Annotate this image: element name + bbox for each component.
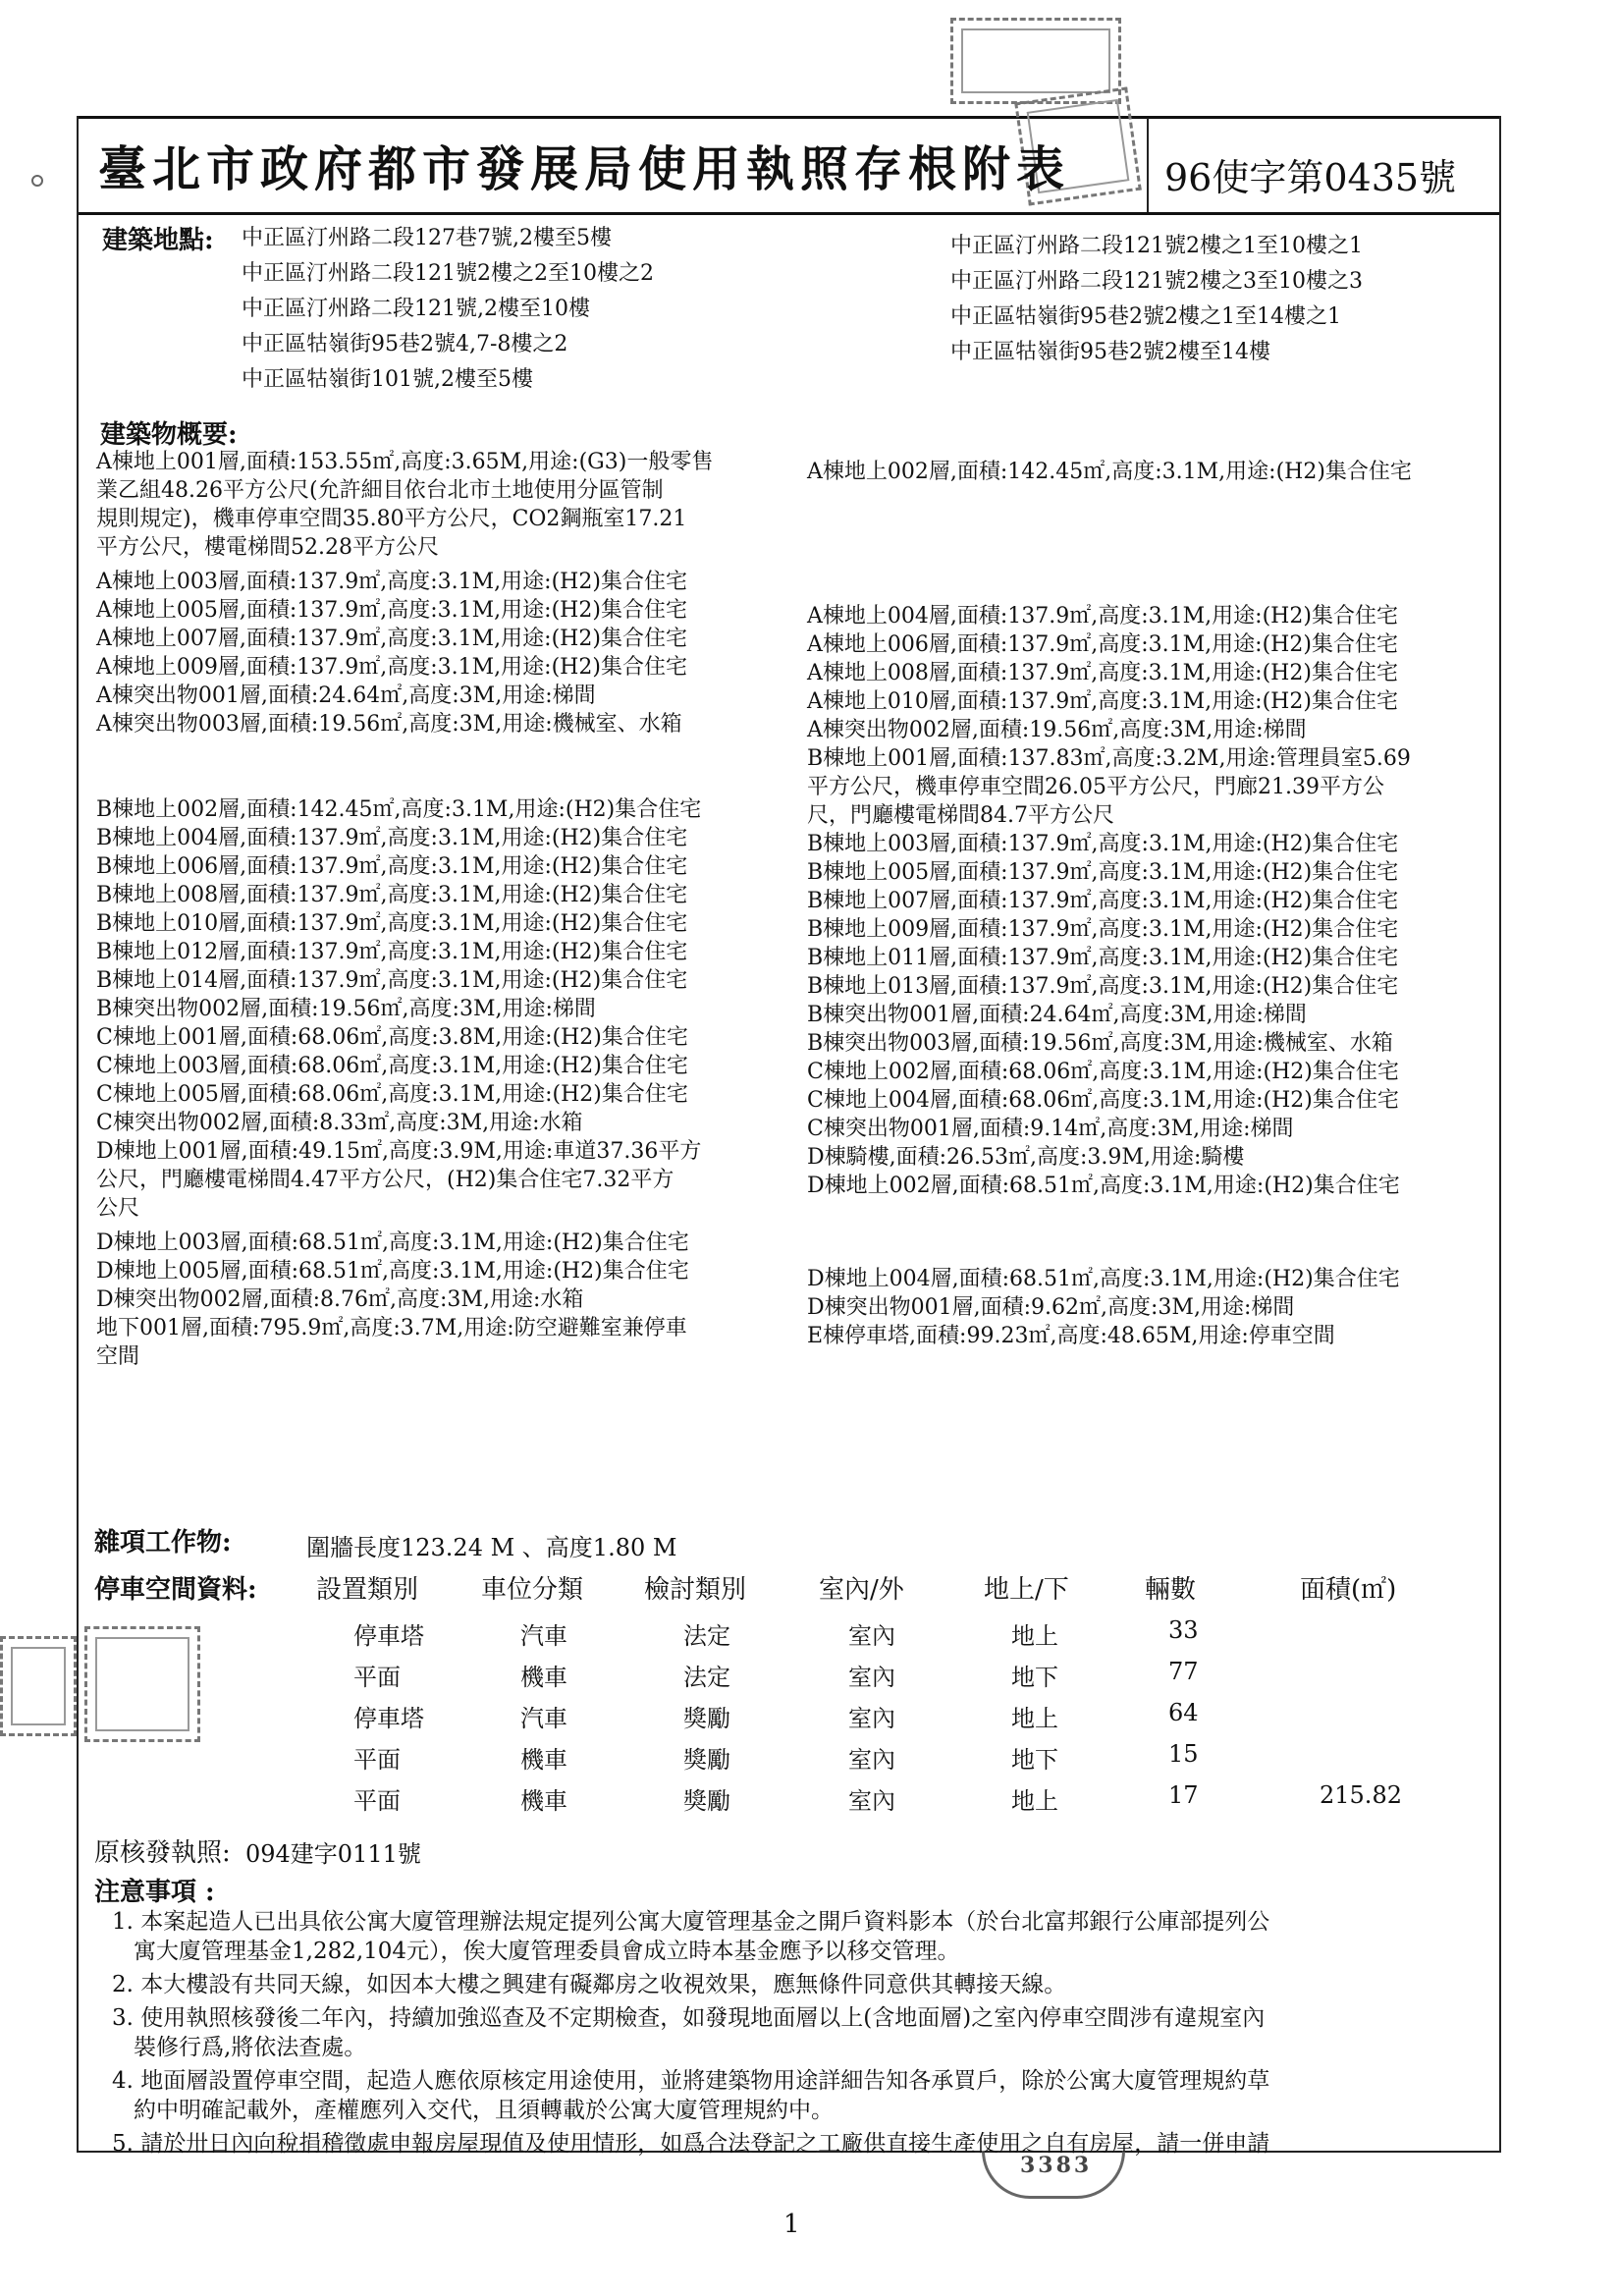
overview-line: C棟突出物001層,面積:9.14㎡,高度:3M,用途:梯間 [807, 1117, 1294, 1141]
overview-line: A棟地上008層,面積:137.9㎡,高度:3.1M,用途:(H2)集合住宅 [807, 661, 1398, 685]
overview-line: B棟地上002層,面積:142.45㎡,高度:3.1M,用途:(H2)集合住宅 [96, 797, 702, 822]
overview-line: C棟突出物002層,面積:8.33㎡,高度:3M,用途:水箱 [96, 1111, 583, 1135]
parking-cell: 17 [1168, 1781, 1199, 1809]
note-line: 裝修行爲,將依法查處。 [134, 2035, 367, 2060]
overview-line: 地下001層,面積:795.9㎡,高度:3.7M,用途:防空避難室兼停車 [96, 1316, 687, 1340]
note-line: 5. 請於卅日內向稅捐稽徵處申報房屋現值及使用情形，如爲合法登記之工廠供直接生產使用之自有房屋，請一併申請 [112, 2131, 1270, 2157]
address-right-list [950, 232, 1363, 373]
overview-right-column [807, 458, 1494, 1350]
parking-header-cell: 面積(㎡) [1300, 1575, 1397, 1605]
parking-cell: 室內 [848, 1746, 895, 1774]
page-number: 1 [783, 2210, 800, 2239]
overview-line: C棟地上005層,面積:68.06㎡,高度:3.1M,用途:(H2)集合住宅 [96, 1082, 688, 1107]
overview-line: A棟地上002層,面積:142.45㎡,高度:3.1M,用途:(H2)集合住宅 [807, 460, 1412, 484]
note-line: 4. 地面層設置停車空間，起造人應依原核定用途使用，並將建築物用途詳細告知各承買戶，除於公寓大廈管理規約草 [112, 2068, 1270, 2094]
address-line: 中正區汀州路二段121號2樓之1至10樓之1 [950, 234, 1363, 258]
overview-line: A棟地上004層,面積:137.9㎡,高度:3.1M,用途:(H2)集合住宅 [807, 604, 1398, 629]
overview-line: B棟地上008層,面積:137.9㎡,高度:3.1M,用途:(H2)集合住宅 [96, 883, 688, 907]
overview-line: B棟地上012層,面積:137.9㎡,高度:3.1M,用途:(H2)集合住宅 [96, 940, 688, 964]
misc-work-value: 圍牆長度123.24 M 、高度1.80 M [306, 1534, 677, 1561]
header-divider [1147, 118, 1149, 212]
overview-line: D棟地上004層,面積:68.51㎡,高度:3.1M,用途:(H2)集合住宅 [807, 1267, 1400, 1291]
address-line: 中正區牯嶺街95巷2號2樓之1至14樓之1 [950, 304, 1341, 329]
overview-line: B棟地上010層,面積:137.9㎡,高度:3.1M,用途:(H2)集合住宅 [96, 911, 688, 936]
overview-line: A棟突出物002層,面積:19.56㎡,高度:3M,用途:梯間 [807, 718, 1307, 742]
note-line: 3. 使用執照核發後二年內，持續加強巡查及不定期檢查，如發現地面層以上(含地面層)之室內停車空間涉有違規室內 [112, 2005, 1266, 2031]
overview-line: D棟突出物002層,面積:8.76㎡,高度:3M,用途:水箱 [96, 1287, 584, 1312]
page-title: 臺北市政府都市發展局使用執照存根附表 [98, 140, 1071, 197]
parking-header-cell: 地上/下 [984, 1575, 1069, 1605]
parking-cell: 地下 [1011, 1746, 1058, 1774]
overview-line: A棟地上003層,面積:137.9㎡,高度:3.1M,用途:(H2)集合住宅 [96, 570, 687, 594]
left-seal-stamp [84, 1626, 200, 1742]
left-margin-seal-stamp [0, 1636, 77, 1736]
parking-cell: 室內 [848, 1622, 895, 1650]
parking-cell: 機車 [520, 1664, 567, 1691]
address-line: 中正區汀州路二段121號2樓之3至10樓之3 [950, 269, 1363, 294]
original-license-value: 094建字0111號 [245, 1840, 421, 1868]
parking-cell: 室內 [848, 1705, 895, 1732]
parking-cell: 停車塔 [353, 1622, 424, 1650]
parking-header-cell: 設置類別 [316, 1575, 419, 1605]
overview-line: D棟地上003層,面積:68.51㎡,高度:3.1M,用途:(H2)集合住宅 [96, 1230, 689, 1255]
overview-line: A棟地上006層,面積:137.9㎡,高度:3.1M,用途:(H2)集合住宅 [807, 632, 1398, 657]
parking-header-cell: 檢討類別 [644, 1575, 747, 1605]
overview-line: A棟地上007層,面積:137.9㎡,高度:3.1M,用途:(H2)集合住宅 [96, 627, 687, 651]
address-line: 中正區汀州路二段121號2樓之2至10樓之2 [242, 261, 654, 286]
parking-cell: 汽車 [520, 1705, 567, 1732]
overview-line: A棟地上010層,面積:137.9㎡,高度:3.1M,用途:(H2)集合住宅 [807, 689, 1398, 714]
overview-line: D棟騎樓,面積:26.53㎡,高度:3.9M,用途:騎樓 [807, 1145, 1245, 1170]
overview-line: 空間 [96, 1344, 140, 1369]
parking-cell: 汽車 [520, 1622, 567, 1650]
parking-label: 停車空間資料: [94, 1575, 257, 1605]
overview-line: B棟突出物001層,面積:24.64㎡,高度:3M,用途:梯間 [807, 1003, 1307, 1027]
overview-line: B棟地上003層,面積:137.9㎡,高度:3.1M,用途:(H2)集合住宅 [807, 832, 1399, 856]
overview-line: E棟停車塔,面積:99.23㎡,高度:48.65M,用途:停車空間 [807, 1324, 1335, 1348]
overview-line: A棟地上001層,面積:153.55㎡,高度:3.65M,用途:(G3)一般零售 [96, 450, 714, 474]
note-line: 約中明確記載外，產權應列入交代，且須轉載於公寓大廈管理規約中。 [134, 2098, 834, 2123]
parking-cell: 獎勵 [683, 1746, 730, 1774]
parking-cell: 215.82 [1320, 1781, 1402, 1809]
parking-header-cell: 輛數 [1145, 1575, 1197, 1605]
parking-cell: 平面 [353, 1664, 401, 1691]
overview-line: 業乙組48.26平方公尺(允許細目依台北市土地使用分區管制 [96, 478, 664, 503]
overview-line: A棟突出物003層,面積:19.56㎡,高度:3M,用途:機械室、水箱 [96, 712, 682, 737]
parking-cell: 法定 [683, 1664, 730, 1691]
parking-cell: 77 [1168, 1658, 1199, 1685]
original-license-label: 原核發執照: [94, 1838, 231, 1868]
parking-cell: 15 [1168, 1740, 1199, 1768]
overview-line: 公尺 [96, 1196, 140, 1221]
note-line: 寓大廈管理基金1,282,104元），俟大廈管理委員會成立時本基金應予以移交管理。 [134, 1939, 960, 1964]
overview-line: B棟地上006層,面積:137.9㎡,高度:3.1M,用途:(H2)集合住宅 [96, 854, 688, 879]
parking-cell: 平面 [353, 1746, 401, 1774]
address-line: 中正區牯嶺街95巷2號4,7-8樓之2 [242, 332, 568, 356]
address-line: 中正區牯嶺街101號,2樓至5樓 [242, 367, 533, 392]
parking-cell: 停車塔 [353, 1705, 424, 1732]
overview-line: 平方公尺，樓電梯間52.28平方公尺 [96, 535, 439, 560]
parking-cell: 獎勵 [683, 1787, 730, 1815]
overview-line: B棟地上001層,面積:137.83㎡,高度:3.2M,用途:管理員室5.69 [807, 746, 1411, 771]
address-line: 中正區牯嶺街95巷2號2樓至14樓 [950, 340, 1270, 364]
overview-line: B棟地上004層,面積:137.9㎡,高度:3.1M,用途:(H2)集合住宅 [96, 826, 688, 850]
parking-cell: 地上 [1011, 1622, 1058, 1650]
note-line: 1. 本案起造人已出具依公寓大廈管理辦法規定提列公寓大廈管理基金之開戶資料影本（於台北富邦銀行公庫部提列公 [112, 1909, 1270, 1935]
parking-cell: 室內 [848, 1664, 895, 1691]
note-line: 2. 本大樓設有共同天線，如因本大樓之興建有礙鄰房之收視效果，應無條件同意供其轉接天線。 [112, 1972, 1067, 1997]
overview-line: D棟地上001層,面積:49.15㎡,高度:3.9M,用途:車道37.36平方 [96, 1139, 702, 1164]
overview-line: D棟突出物001層,面積:9.62㎡,高度:3M,用途:梯間 [807, 1295, 1295, 1320]
notes-label: 注意事項 : [94, 1878, 215, 1907]
notes-list [112, 1907, 1496, 2159]
parking-cell: 機車 [520, 1746, 567, 1774]
punch-hole-mark [31, 175, 43, 187]
permit-number: 96使字第0435號 [1164, 156, 1457, 199]
overview-line: C棟地上003層,面積:68.06㎡,高度:3.1M,用途:(H2)集合住宅 [96, 1054, 688, 1078]
overview-line: B棟地上009層,面積:137.9㎡,高度:3.1M,用途:(H2)集合住宅 [807, 917, 1399, 942]
parking-cell: 64 [1168, 1699, 1199, 1726]
address-line: 中正區汀州路二段121號,2樓至10樓 [242, 297, 590, 321]
bottom-seal-number: 3383 [1020, 2153, 1093, 2178]
overview-label: 建築物概要: [100, 420, 238, 450]
address-line: 中正區汀州路二段127巷7號,2樓至5樓 [242, 226, 612, 250]
address-left-list [242, 224, 654, 401]
overview-line: A棟地上005層,面積:137.9㎡,高度:3.1M,用途:(H2)集合住宅 [96, 598, 687, 623]
overview-line: 尺，門廳樓電梯間84.7平方公尺 [807, 803, 1114, 828]
overview-line: B棟地上013層,面積:137.9㎡,高度:3.1M,用途:(H2)集合住宅 [807, 974, 1399, 999]
overview-line: B棟地上014層,面積:137.9㎡,高度:3.1M,用途:(H2)集合住宅 [96, 968, 688, 993]
overview-line: 公尺，門廳樓電梯間4.47平方公尺，(H2)集合住宅7.32平方 [96, 1168, 674, 1192]
misc-work-label: 雜項工作物: [94, 1528, 232, 1558]
parking-cell: 地下 [1011, 1664, 1058, 1691]
parking-header-cell: 室內/外 [819, 1575, 904, 1605]
overview-line: D棟地上005層,面積:68.51㎡,高度:3.1M,用途:(H2)集合住宅 [96, 1259, 689, 1284]
overview-line: 平方公尺，機車停車空間26.05平方公尺，門廊21.39平方公 [807, 775, 1384, 799]
overview-line: C棟地上002層,面積:68.06㎡,高度:3.1M,用途:(H2)集合住宅 [807, 1060, 1399, 1084]
overview-line: C棟地上004層,面積:68.06㎡,高度:3.1M,用途:(H2)集合住宅 [807, 1088, 1399, 1113]
overview-line: B棟突出物003層,面積:19.56㎡,高度:3M,用途:機械室、水箱 [807, 1031, 1393, 1056]
overview-line: B棟突出物002層,面積:19.56㎡,高度:3M,用途:梯間 [96, 997, 596, 1021]
parking-cell: 33 [1168, 1616, 1199, 1644]
overview-line: B棟地上005層,面積:137.9㎡,高度:3.1M,用途:(H2)集合住宅 [807, 860, 1399, 885]
parking-cell: 法定 [683, 1622, 730, 1650]
overview-line: 規則規定)，機車停車空間35.80平方公尺，CO2鋼瓶室17.21 [96, 507, 687, 531]
parking-cell: 地上 [1011, 1705, 1058, 1732]
overview-line: B棟地上011層,面積:137.9㎡,高度:3.1M,用途:(H2)集合住宅 [807, 946, 1399, 970]
overview-line: B棟地上007層,面積:137.9㎡,高度:3.1M,用途:(H2)集合住宅 [807, 889, 1399, 913]
parking-cell: 地上 [1011, 1787, 1058, 1815]
parking-cell: 室內 [848, 1787, 895, 1815]
overview-line: D棟地上002層,面積:68.51㎡,高度:3.1M,用途:(H2)集合住宅 [807, 1174, 1400, 1198]
parking-cell: 平面 [353, 1787, 401, 1815]
overview-line: C棟地上001層,面積:68.06㎡,高度:3.8M,用途:(H2)集合住宅 [96, 1025, 688, 1050]
parking-cell: 獎勵 [683, 1705, 730, 1732]
overview-left-column [96, 448, 805, 1371]
address-label: 建築地點: [102, 226, 214, 255]
overview-line: A棟地上009層,面積:137.9㎡,高度:3.1M,用途:(H2)集合住宅 [96, 655, 687, 680]
parking-cell: 機車 [520, 1787, 567, 1815]
parking-header-cell: 車位分類 [481, 1575, 584, 1605]
overview-line: A棟突出物001層,面積:24.64㎡,高度:3M,用途:梯間 [96, 683, 596, 708]
